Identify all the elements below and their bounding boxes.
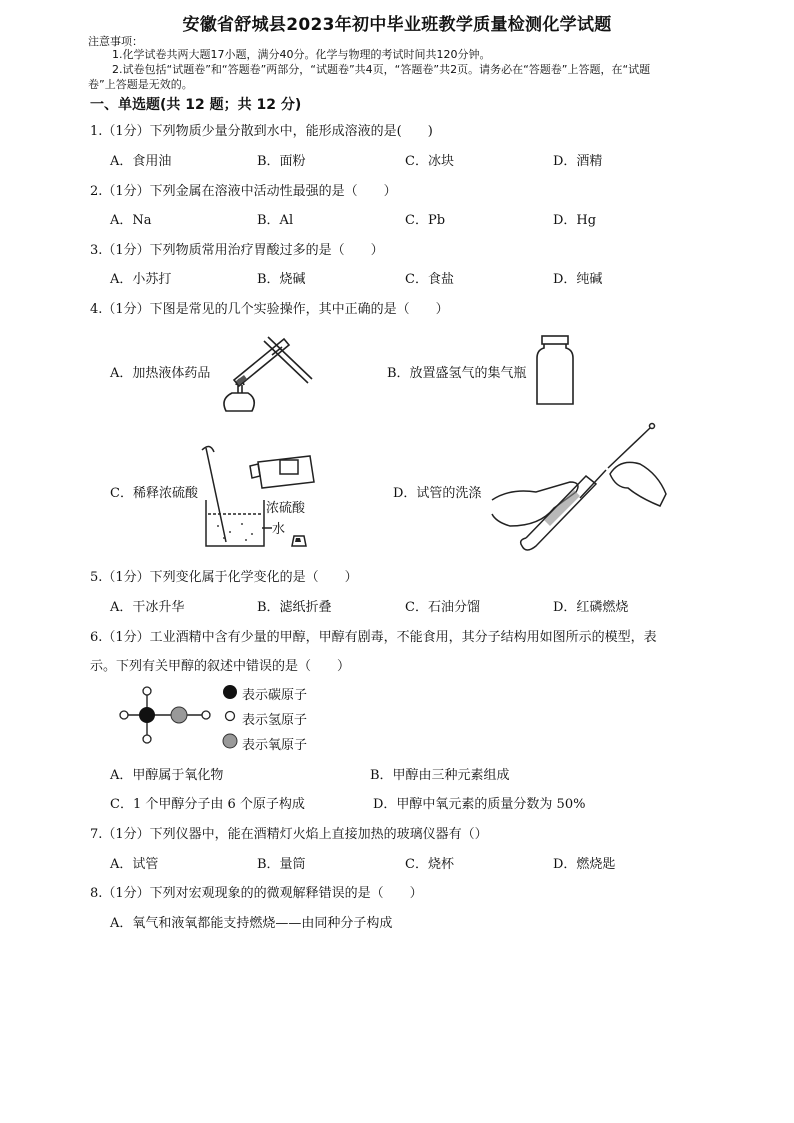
option[interactable]: A．加热液体药品 bbox=[110, 366, 211, 381]
legend-carbon: 表示碳原子 bbox=[242, 688, 308, 703]
option[interactable]: B．量筒 bbox=[257, 857, 306, 872]
dilution-figure bbox=[200, 442, 330, 552]
oxygen-legend-icon bbox=[222, 733, 238, 749]
legend-oxygen: 表示氧原子 bbox=[242, 738, 308, 753]
carbon-legend-icon bbox=[222, 684, 238, 700]
question-stem: 4.（1分）下图是常见的几个实验操作，其中正确的是（ ） bbox=[90, 302, 449, 317]
option[interactable]: D．燃烧匙 bbox=[553, 857, 616, 872]
option[interactable]: A．甲醇属于氧化物 bbox=[110, 768, 224, 783]
option[interactable]: A．干冰升华 bbox=[110, 600, 185, 615]
option[interactable]: B．放置盛氢气的集气瓶 bbox=[387, 366, 527, 381]
option[interactable]: C．1 个甲醇分子由 6 个原子构成 bbox=[110, 797, 305, 812]
option[interactable]: A．Na bbox=[110, 213, 152, 228]
option[interactable]: A．食用油 bbox=[110, 154, 172, 169]
note-line-1: 1.化学试卷共两大题17小题，满分40分。化学与物理的考试时间共120分钟。 bbox=[112, 48, 491, 61]
question-stem: 1.（1分）下列物质少量分散到水中，能形成溶液的是( ) bbox=[90, 124, 433, 139]
heating-liquid-figure bbox=[212, 325, 318, 417]
note-line-2a: 2.试卷包括“试题卷”和“答题卷”两部分，“试题卷”共4页，“答题卷”共2页。请务必在“答题卷”上答题，在“试题 bbox=[112, 63, 651, 76]
option[interactable]: D．纯碱 bbox=[553, 272, 603, 287]
option[interactable]: D．Hg bbox=[553, 213, 597, 228]
option[interactable]: D．酒精 bbox=[553, 154, 603, 169]
option[interactable]: B．烧碱 bbox=[257, 272, 306, 287]
question-stem: 5.（1分）下列变化属于化学变化的是（ ） bbox=[90, 570, 358, 585]
option[interactable]: C．石油分馏 bbox=[405, 600, 480, 615]
acid-label: 浓硫酸 bbox=[266, 501, 306, 516]
notes-heading: 注意事项： bbox=[88, 35, 143, 48]
option[interactable]: D．甲醇中氧元素的质量分数为 50% bbox=[373, 797, 586, 812]
option[interactable]: C．Pb bbox=[405, 213, 446, 228]
option[interactable]: A．小苏打 bbox=[110, 272, 172, 287]
question-stem: 7.（1分）下列仪器中，能在酒精灯火焰上直接加热的玻璃仪器有（） bbox=[90, 827, 488, 842]
note-line-2b: 卷”上答题是无效的。 bbox=[88, 78, 193, 91]
question-stem: 8.（1分）下列对宏观现象的的微观解释错误的是（ ） bbox=[90, 886, 423, 901]
option[interactable]: D．试管的洗涤 bbox=[393, 486, 482, 501]
question-stem: 示。下列有关甲醇的叙述中错误的是（ ） bbox=[90, 659, 351, 674]
option[interactable]: C．稀释浓硫酸 bbox=[110, 486, 198, 501]
water-label: 水 bbox=[272, 522, 286, 537]
option[interactable]: B．滤纸折叠 bbox=[257, 600, 332, 615]
section-heading: 一、单选题(共 12 题；共 12 分) bbox=[90, 97, 302, 113]
exam-title: 安徽省舒城县2023年初中毕业班教学质量检测化学试题 bbox=[182, 15, 612, 35]
option[interactable]: A．氧气和液氧都能支持燃烧——由同种分子构成 bbox=[110, 916, 393, 931]
methanol-model-figure bbox=[110, 683, 220, 749]
option[interactable]: D．红磷燃烧 bbox=[553, 600, 629, 615]
option[interactable]: A．试管 bbox=[110, 857, 159, 872]
question-stem: 3.（1分）下列物质常用治疗胃酸过多的是（ ） bbox=[90, 243, 384, 258]
question-stem: 6.（1分）工业酒精中含有少量的甲醇，甲醇有剧毒，不能食用，其分子结构用如图所示的模型，表 bbox=[90, 630, 657, 645]
option[interactable]: B．Al bbox=[257, 213, 294, 228]
question-stem: 2.（1分）下列金属在溶液中活动性最强的是（ ） bbox=[90, 184, 397, 199]
tube-washing-figure bbox=[490, 422, 670, 556]
gas-jar-figure bbox=[534, 334, 576, 406]
option[interactable]: C．烧杯 bbox=[405, 857, 454, 872]
option[interactable]: C．食盐 bbox=[405, 272, 454, 287]
option[interactable]: B．面粉 bbox=[257, 154, 306, 169]
option[interactable]: B．甲醇由三种元素组成 bbox=[370, 768, 510, 783]
legend-hydrogen: 表示氢原子 bbox=[242, 713, 308, 728]
option[interactable]: C．冰块 bbox=[405, 154, 454, 169]
hydrogen-legend-icon bbox=[224, 710, 236, 722]
